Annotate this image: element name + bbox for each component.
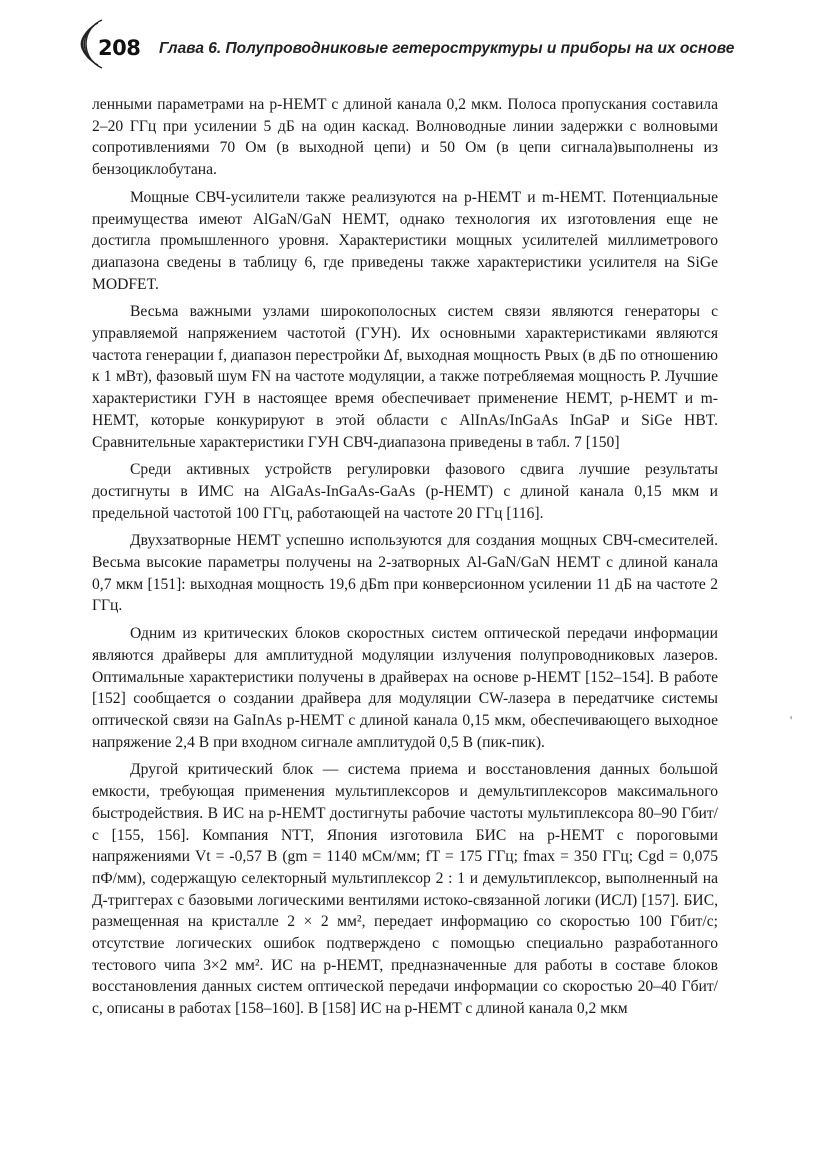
margin-mark: ' xyxy=(790,713,793,727)
paragraph: Двухзатворные HEMT успешно используются для создания мощных СВЧ-смесителей. Весьма высокие параметры получены на 2-затворных Al-GaN/GaN HEMT с длиной канала 0,7 мкм [151]: выходная мощность 19,6 дБm при конверсионном усилении 11 дБ на частоте 2 ГГц. xyxy=(92,532,718,615)
paragraph: Среди активных устройств регулировки фазового сдвига лучшие результаты достигнуты в ИМС на AlGaAs-InGaAs-GaAs (p-HEMT) с длиной канала 0,15 мкм и предельной частотой 100 ГГц, работающей на частоте 20 ГГц [116]. xyxy=(92,461,718,522)
paragraph: Весьма важными узлами широкополосных систем связи являются генераторы с управляемой напряжением частотой (ГУН). Их основными характеристиками являются частота генерации f, диапазон перестройки Δf, выходная мощность Pвых (в дБ по отношению к 1 мВт), фазовый шум FN на частоте модуляции, а также потребляемая мощность P. Лучшие характеристики ГУН в настоящее время обеспечивает применение HEMT, p-HEMT и m-HEMT, которые конкурируют в этой области с AlInAs/InGaAs InGaP и SiGe HBT. Сравнительные характеристики ГУН СВЧ-диапазона приведены в табл. 7 [150] xyxy=(92,303,718,451)
paragraph: ленными параметрами на p-HEMT с длиной канала 0,2 мкм. Полоса пропускания составила 2–20 ГГц при усилении 5 дБ на один каскад. Волноводные линии задержки с волновыми сопротивлениями 70 Ом (в выходной цепи) и 50 Ом (в цепи сигнала)выполнены из бензоциклобутана. xyxy=(92,96,718,179)
paragraph: Мощные СВЧ-усилители также реализуются на p-HEMT и m-HEMT. Потенциальные преимущества имеют AlGaN/GaN HEMT, однако технология их изготовления еще не достигла промышленного уровня. Характеристики мощных усилителей миллиметрового диапазона сведены в таблицу 6, где приведены также характеристики усилителя на SiGe MODFET. xyxy=(92,188,718,293)
page-number: 208 xyxy=(98,36,141,60)
running-title: Глава 6. Полупроводниковые гетероструктуры и приборы на их основе xyxy=(159,40,735,57)
paragraph: Другой критический блок — система приема и восстановления данных большой емкости, требующая применения мультиплексоров и демультиплексоров максимального быстродействия. В ИС на p-HEMT достигнуты рабочие частоты мультиплексора 80–90 Гбит/с [155, 156]. Компания NTT, Япония изготовила БИС на p-HEMT с пороговыми напряжениями Vt = -0,57 В (gm = 1140 мСм/мм; fT = 175 ГГц; fmax = 350 ГГц; Cgd = 0,075 пФ/мм), содержащую селекторный мультиплексор 2 : 1 и демультиплексор, выполненный на Д-триггерах с базовыми логическими вентилями истоко-связанной логики (ИСЛ) [157]. БИС, размещенная на кристалле 2 × 2 мм², передает информацию со скоростью 100 Гбит/с; отсутствие логических ошибок подтверждено с помощью специально разработанного тестового чипа 3×2 мм². ИС на p-HEMT, предназначенные для работы в составе блоков восстановления данных систем оптической передачи информации со скоростью 20–40 Гбит/с, описаны в работах [158–160]. В [158] ИС на p-HEMT с длиной канала 0,2 мкм xyxy=(92,761,718,1018)
page-header xyxy=(72,14,735,74)
body-text xyxy=(92,94,718,1026)
paragraph: Одним из критических блоков скоростных систем оптической передачи информации являются драйверы для амплитудной модуляции излучения полупроводниковых лазеров. Оптимальные характеристики получены в драйверах на основе p-HEMT [152–154]. В работе [152] сообщается о создании драйвера для модуляции CW-лазера в передатчике системы оптической связи на GaInAs p-HEMT с длиной канала 0,15 мкм, обеспечивающего выходное напряжение 2,4 В при входном сигнале амплитудой 0,5 В (пик-пик). xyxy=(92,625,718,751)
